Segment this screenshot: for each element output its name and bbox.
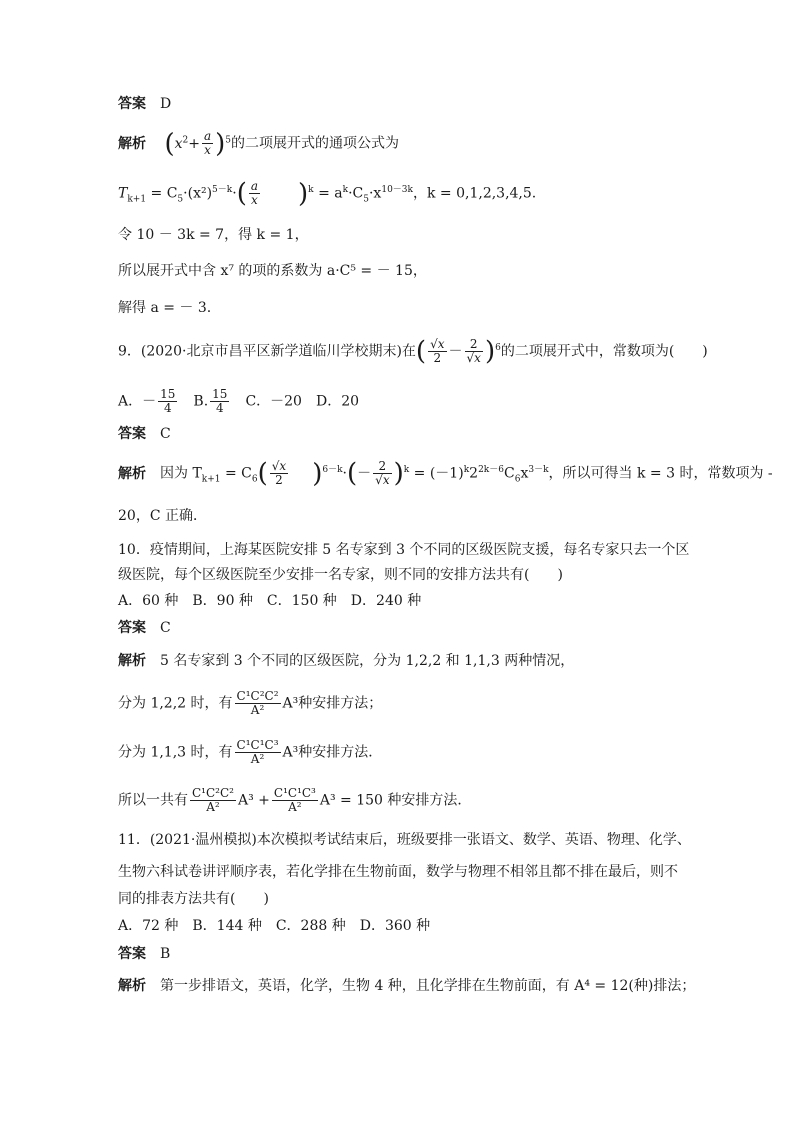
solution-8-line1: 解析 ($x^2+$ $\frac{a}{x}$ )$^5$的二项展开式的通项公式为: [118, 128, 400, 159]
question-9-stem: 9．(2020·北京市昌平区新学道临川学校期末)在( $\frac{√x}{2}$ － $\frac{2}{√x}$ )$^6$的二项展开式中，常数项为( ): [118, 336, 708, 367]
solution-10-line1: 解析 5 名专家到 3 个不同的区级医院，分为 1,2,2 和 1,1,3 两种情况，: [118, 653, 575, 669]
binomial-expr: ($x^2+$ $\frac{a}{x}$ )$^5$: [164, 128, 232, 159]
question-10-line1: 10．疫情期间，上海某医院安排 5 名专家到 3 个不同的区级医院支援，每名专家只去一个区: [118, 542, 690, 558]
solution-10-line4: 所以一共有 $\frac{\text{C¹C²C²}}{\text{A²}}$ A³ + $\frac{\text{C¹C¹C³}}{\text{A²}}$ A³ = 150 种安排方法．: [118, 786, 472, 814]
question-11-line2: 生物六科试卷讲评顺序表，若化学排在生物前面，数学与物理不相邻且都不排在最后，则不: [118, 864, 678, 880]
question-11-line3: 同的排表方法共有( ): [118, 891, 269, 907]
solution-10-line2: 分为 1,2,2 时，有 $\frac{\text{C¹C²C²}}{\text{A²}}$ A³种安排方法；: [118, 689, 383, 717]
question-9-options: A．－ $\frac{15}{4}$ B. $\frac{15}{4}$ C．－20 D．20: [118, 387, 360, 415]
solution-8-line3: 令 10 － 3k = 7，得 k = 1，: [118, 227, 309, 243]
question-10-options: A．60 种 B．90 种 C．150 种 D．240 种: [118, 593, 422, 609]
solution-11-line1: 解析 第一步排语文，英语，化学，生物 4 种，且化学排在生物前面，有 A⁴ = 12(种)排法；: [118, 978, 696, 994]
question-11-line1: 11．(2021·温州模拟)本次模拟考试结束后，班级要排一张语文、数学、英语、物理、化学、: [118, 832, 691, 848]
answer-11: 答案 B: [118, 946, 171, 962]
solution-9-line1: 解析 因为 $T_{k+1} = C_6$( $\frac{√x}{2}$ )$^{6-k}$·(－ $\frac{2}{√x}$ )$^k = (-1)^k2^{2k-6}C_6x^{3-k}$，所以可得当 k = 3 时，常数项为 -: [118, 458, 773, 489]
solution-10-line3: 分为 1,1,3 时，有 $\frac{\text{C¹C¹C³}}{\text{A²}}$ A³种安排方法．: [118, 738, 383, 766]
question-10-line2: 级医院，每个区级医院至少安排一名专家，则不同的安排方法共有( ): [118, 567, 563, 583]
solution-8-line5: 解得 a = － 3.: [118, 300, 212, 316]
answer-8: 答案 D: [118, 96, 172, 112]
solution-8-line2: $T_{k+1} = C_5\cdot(x^2)^{5-k}\cdot$( $\frac{a}{x}$ )$^k = a^k\cdot C_5\cdot x^{10-3k}$，k = 0,1,2,3,4,5.: [118, 178, 537, 209]
question-11-options: A．72 种 B．144 种 C．288 种 D．360 种: [118, 918, 431, 934]
solution-8-line4: 所以展开式中含 x⁷ 的项的系数为 a·C⁵ = － 15，: [118, 263, 427, 279]
answer-9: 答案 C: [118, 426, 171, 442]
solution-9-line2: 20，C 正确．: [118, 508, 207, 524]
answer-10: 答案 C: [118, 620, 171, 636]
